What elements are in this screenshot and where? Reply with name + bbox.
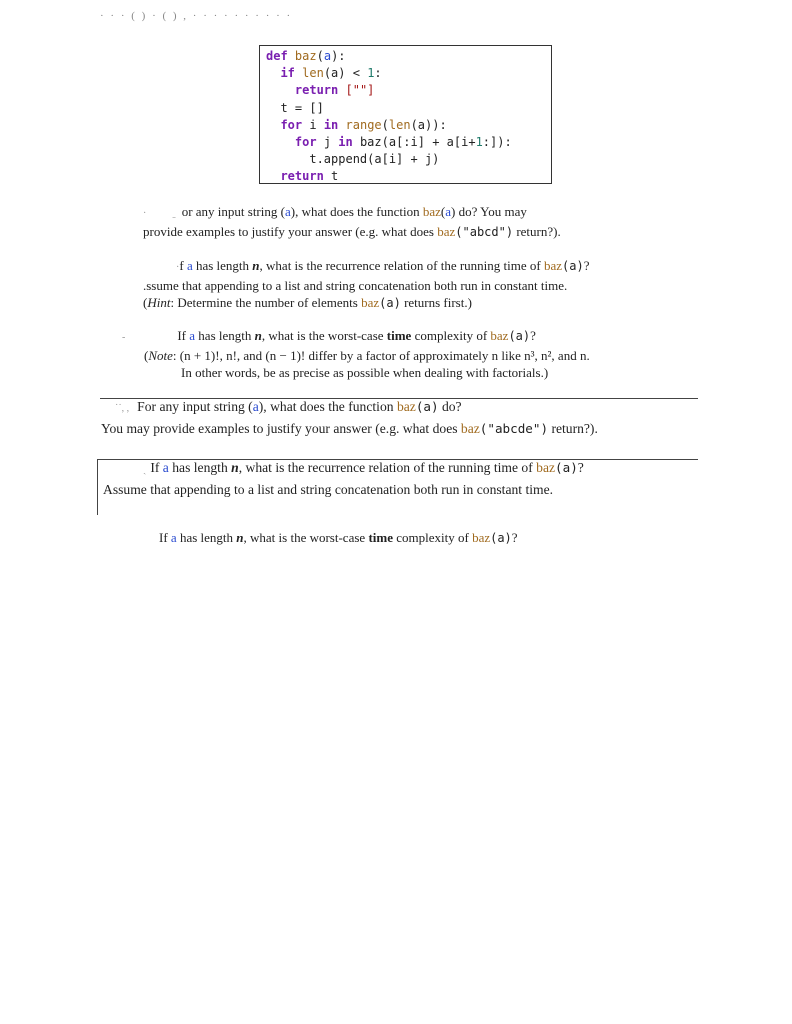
code-line: t = [] [280, 100, 324, 115]
code-line: return t [280, 169, 339, 184]
question-2: ·f a has length n, what is the recurrence relation of the running time of baz(a)? .ssume that appending to a list and string concatenation both run in constant time. (Hint: Determine the number of elements baz(a) returns first.) [143, 258, 590, 310]
question-6: If a has length n, what is the worst-case time complexity of baz(a)? [159, 530, 518, 545]
question-3: - If a has length n, what is the worst-case time complexity of baz(a)? (Note: (n + 1)!, n!, and (n − 1)! differ by a factor of approximately n like n³, n², and n. In other words, be as precise as possible when dealing with factorials.) [122, 328, 590, 380]
question-5: ˏ If a has length n, what is the recurrence relation of the running time of baz(a)? Assume that appending to a list and string concatenation both run in constant time. [103, 460, 584, 497]
code-line: for i in range(len(a)): [280, 117, 447, 132]
question-1: · ˍ or any input string (a), what does the function baz(a) do? You may provide examples to justify your answer (e.g. what does baz("abcd") return?). [143, 204, 561, 239]
code-line: if len(a) < 1: [280, 66, 382, 81]
question-4: ˙˙, , For any input string (a), what does the function baz(a) do? You may provide examples to justify your answer (e.g. what does baz("abcde") return?). [101, 399, 598, 436]
code-line: def baz(a): [266, 49, 346, 63]
code-line: return [""] [294, 83, 375, 98]
code-block [259, 45, 552, 184]
divider-vertical [97, 459, 98, 515]
top-text-fragment: · · · ( ) · ( ) , · · · · · · · · · · [100, 10, 293, 22]
code-line: for j in baz(a[:i] + a[i+1:]): [294, 135, 512, 150]
code-line: t.append(a[i] + j) [309, 152, 440, 167]
